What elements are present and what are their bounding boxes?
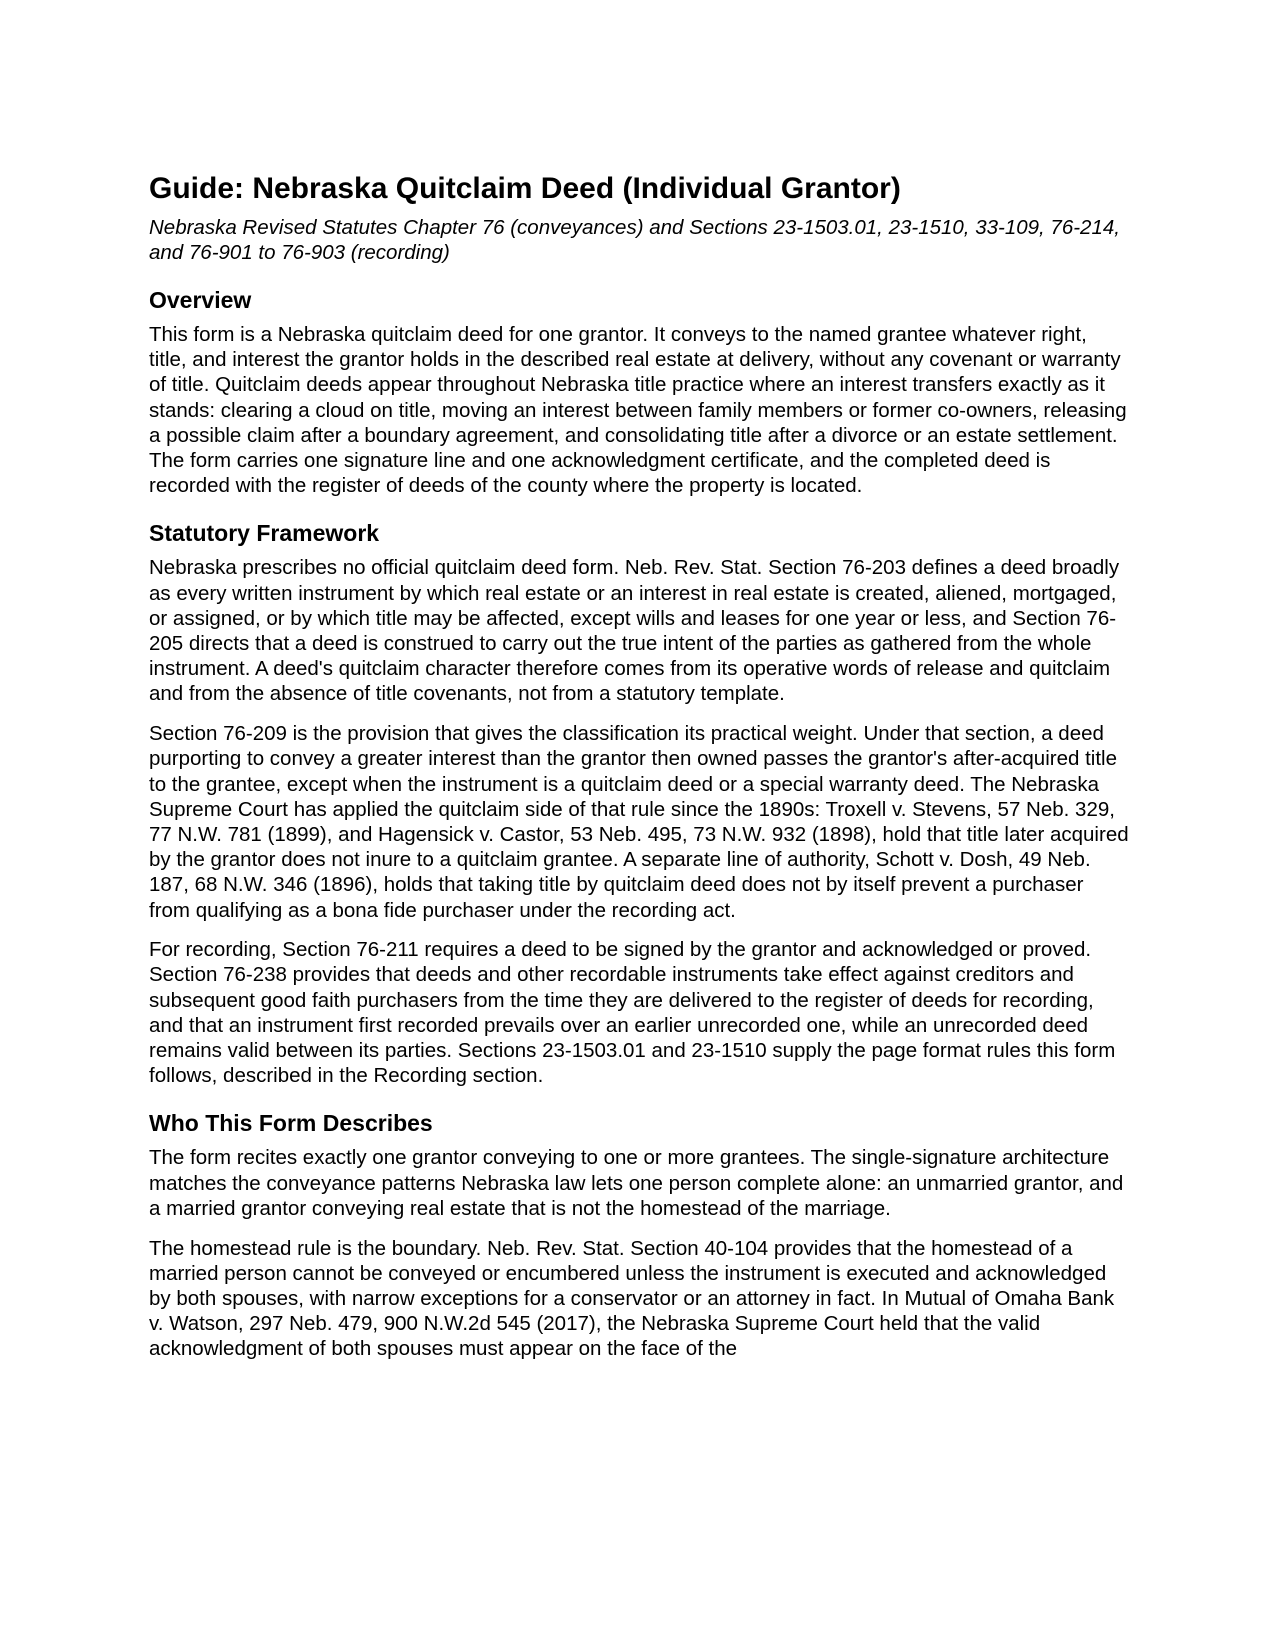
paragraph: This form is a Nebraska quitclaim deed for one grantor. It conveys to the named grantee whatever right, title, and interest the grantor holds in the described real estate at delivery, without any covenant or warranty of title. Quitclaim deeds appear throughout Nebraska title practice where an interest transfers exactly as it stands: clearing a cloud on title, moving an interest between family members or former co-owners, releasing a possible claim after a boundary agreement, and consolidating title after a divorce or an estate settlement. The form carries one signature line and one acknowledgment certificate, and the completed deed is recorded with the register of deeds of the county where the property is located.: [149, 323, 1127, 498]
section-heading: Statutory Framework: [149, 520, 380, 547]
section-heading: Who This Form Describes: [149, 1110, 433, 1137]
document-subtitle: Nebraska Revised Statutes Chapter 76 (conveyances) and Sections 23-1503.01, 23-1510, 33-109, 76-214, and 76-901 to 76-903 (recording): [149, 216, 1120, 264]
section-overview: [149, 286, 1129, 498]
section-heading: Overview: [149, 287, 252, 313]
document-page: [149, 170, 1129, 1376]
paragraph: The form recites exactly one grantor conveying to one or more grantees. The single-signature architecture matches the conveyance patterns Nebraska law lets one person complete alone: an unmarried grantor, and a married grantor conveying real estate that is not the homestead of the marriage.: [149, 1146, 1124, 1220]
paragraph: Section 76-209 is the provision that gives the classification its practical weight. Under that section, a deed purporting to convey a greater interest than the grantor then owned passes the grantor's after-acquired title to the grantee, except when the instrument is a quitclaim deed or a special warranty deed. The Nebraska Supreme Court has applied the quitclaim side of that rule since the 1890s: Troxell v. Stevens, 57 Neb. 329, 77 N.W. 781 (1899), and Hagensick v. Castor, 53 Neb. 495, 73 N.W. 932 (1898), hold that title later acquired by the grantor does not inure to a quitclaim grantee. A separate line of authority, Schott v. Dosh, 49 Neb. 187, 68 N.W. 346 (1896), holds that taking title by quitclaim deed does not by itself prevent a purchaser from qualifying as a bona fide purchaser under the recording act.: [149, 722, 1129, 922]
paragraph: Nebraska prescribes no official quitclaim deed form. Neb. Rev. Stat. Section 76-203 defines a deed broadly as every written instrument by which real estate or an interest in real estate is created, aliened, mortgaged, or assigned, or by which title may be affected, except wills and leases for one year or less, and Section 76-205 directs that a deed is construed to carry out the true intent of the parties as gathered from the whole instrument. A deed's quitclaim character therefore comes from its operative words of release and quitclaim and from the absence of title covenants, not from a statutory template.: [149, 556, 1120, 706]
paragraph: The homestead rule is the boundary. Neb. Rev. Stat. Section 40-104 provides that the homestead of a married person cannot be conveyed or encumbered unless the instrument is executed and acknowledged by both spouses, with narrow exceptions for a conservator or an attorney in fact. In Mutual of Omaha Bank v. Watson, 297 Neb. 479, 900 N.W.2d 545 (2017), the Nebraska Supreme Court held that the valid acknowledgment of both spouses must appear on the face of the: [149, 1236, 1115, 1361]
paragraph: For recording, Section 76-211 requires a deed to be signed by the grantor and acknowledged or proved. Section 76-238 provides that deeds and other recordable instruments take effect against creditors and subsequent good faith purchasers from the time they are delivered to the register of deeds for recording, and that an instrument first recorded prevails over an earlier unrecorded one, while an unrecorded deed remains valid between its parties. Sections 23-1503.01 and 23-1510 supply the page format rules this form follows, described in the Recording section.: [149, 938, 1116, 1088]
section-statutory-framework: [149, 519, 1129, 1088]
section-who-this-form-describes: [149, 1109, 1129, 1361]
document-title: Guide: Nebraska Quitclaim Deed (Individual Grantor): [149, 172, 901, 205]
